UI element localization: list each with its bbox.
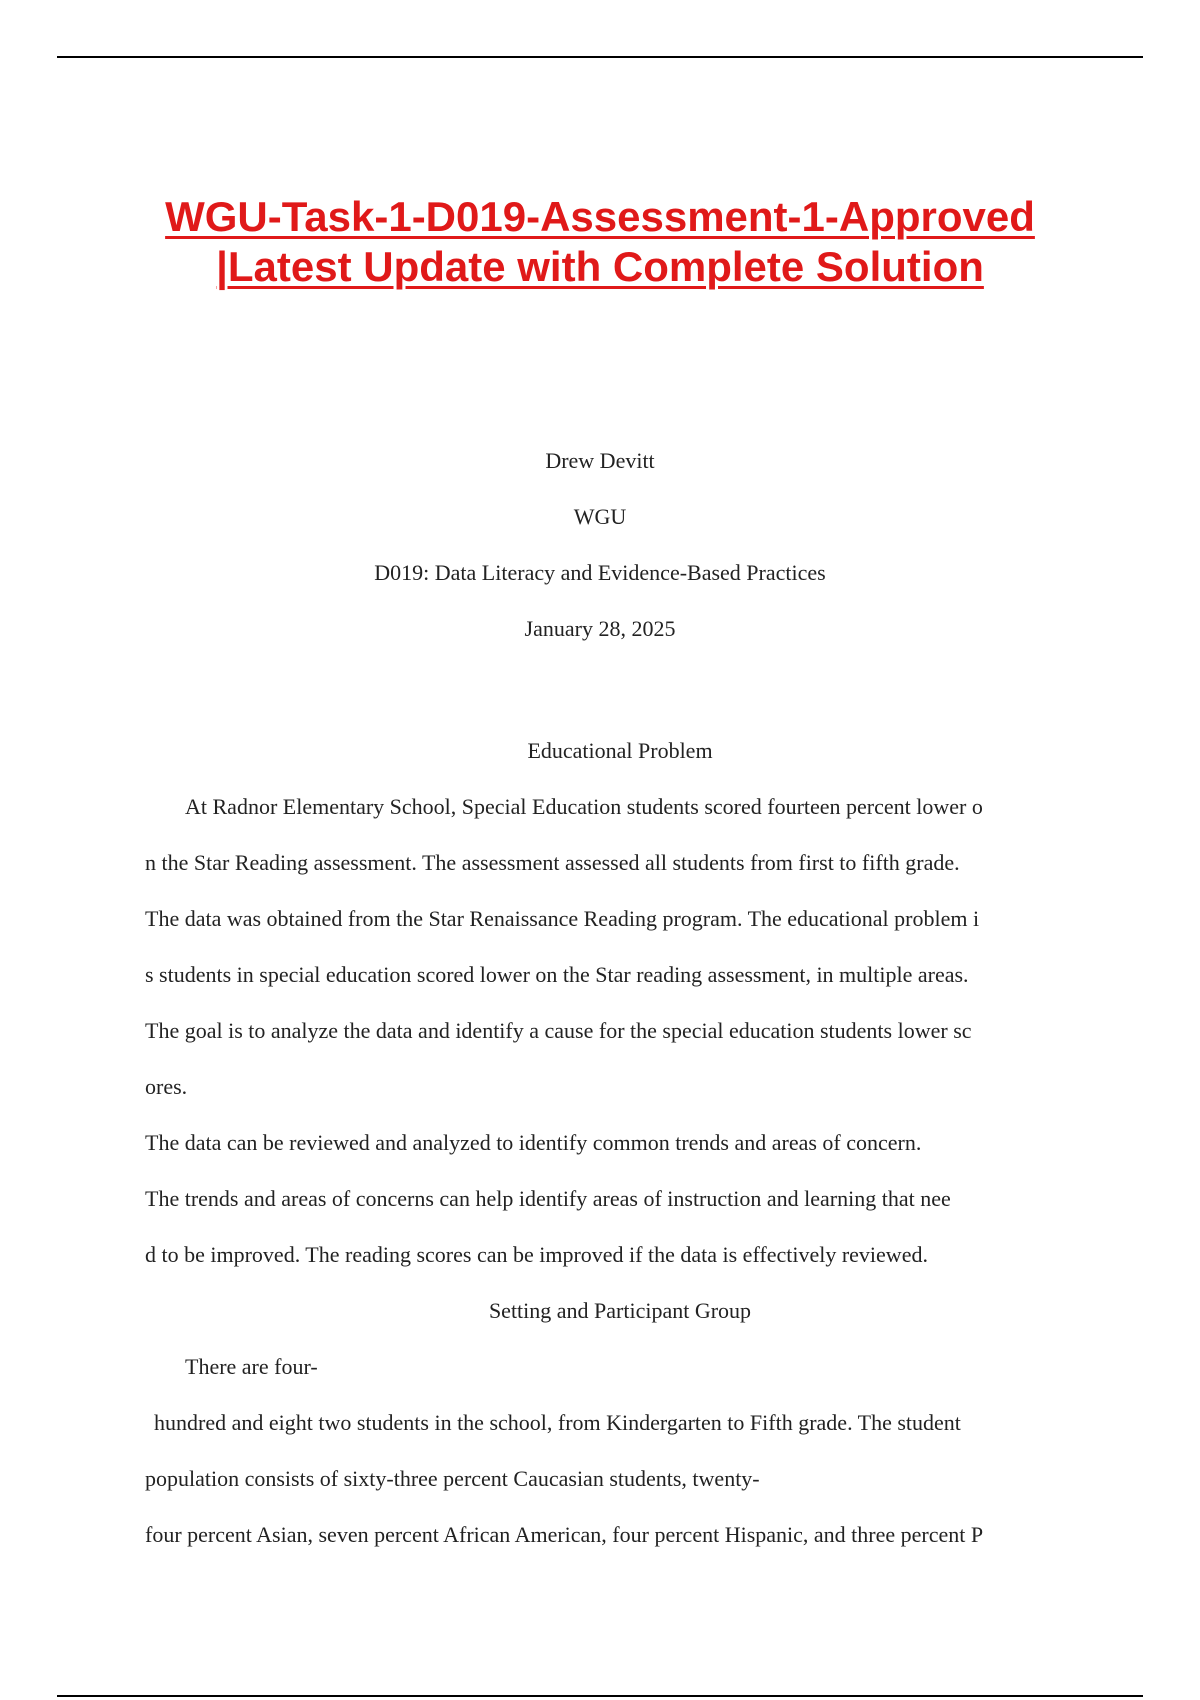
- author-name: Drew Devitt: [545, 448, 655, 473]
- section-heading-educational-problem: Educational Problem: [527, 738, 713, 763]
- course-name: D019: Data Literacy and Evidence-Based Practices: [374, 560, 826, 585]
- paragraph-line: The goal is to analyze the data and identify a cause for the special education students lower sc: [145, 1018, 972, 1043]
- paragraph-line: four percent Asian, seven percent African American, four percent Hispanic, and three percent P: [145, 1522, 984, 1547]
- paragraph-line: At Radnor Elementary School, Special Education students scored fourteen percent lower o: [185, 794, 983, 819]
- paragraph-line: hundred and eight two students in the school, from Kindergarten to Fifth grade. The student: [154, 1410, 961, 1435]
- paragraph-line: d to be improved. The reading scores can be improved if the data is effectively reviewed.: [145, 1242, 928, 1267]
- paragraph-line: The data can be reviewed and analyzed to identify common trends and areas of concern.: [145, 1130, 922, 1155]
- bottom-rule: [57, 1695, 1143, 1697]
- title-line-1: WGU-Task-1-D019-Assessment-1-Approved: [165, 193, 1035, 240]
- section-heading-setting: Setting and Participant Group: [488, 1298, 752, 1323]
- cover-block: [0, 443, 1200, 667]
- document-body: [145, 733, 1095, 1573]
- paragraph-line: The data was obtained from the Star Renaissance Reading program. The educational problem i: [145, 906, 980, 931]
- institution: WGU: [573, 504, 627, 529]
- paragraph-line: There are four-: [185, 1354, 318, 1379]
- paragraph-line: ores.: [145, 1074, 188, 1099]
- title-line-2: |Latest Update with Complete Solution: [216, 243, 984, 290]
- paragraph-line: s students in special education scored lower on the Star reading assessment, in multiple areas.: [145, 962, 969, 987]
- document-title: [100, 192, 1100, 292]
- paragraph-line: The trends and areas of concerns can help identify areas of instruction and learning that nee: [145, 1186, 951, 1211]
- paragraph-line: n the Star Reading assessment. The assessment assessed all students from first to fifth grade.: [145, 850, 960, 875]
- paragraph-line: population consists of sixty-three percent Caucasian students, twenty-: [145, 1466, 760, 1491]
- document-date: January 28, 2025: [524, 616, 676, 641]
- top-rule: [57, 56, 1143, 58]
